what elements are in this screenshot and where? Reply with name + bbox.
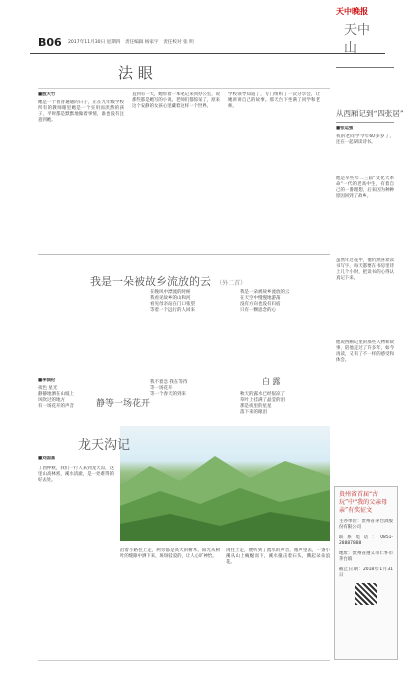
page-code: B06 <box>38 36 62 49</box>
mid-poem-title: 静等一场花开 <box>96 399 151 409</box>
ad-line-3: 地址：贵州省遵义市仁怀市茅台镇 <box>339 551 393 562</box>
column-title: 天中山 <box>344 23 371 56</box>
right-p4: 他说西厢记里的那些人物和故事，陪他走过了许多年，如今再读，又有了不一样的感受和体会。 <box>336 340 394 363</box>
article-title: 龙天沟记 <box>78 438 131 453</box>
poem-block-1: 在晚风中漂流的时候 我看见故乡的山和河 看见母亲站在门口张望 等着一个远行的人回来 <box>150 290 195 313</box>
ad-line-2: 联系电话：0851-28887888 <box>339 535 393 546</box>
poem-headline: 我是一朵被故乡流放的云 （外二首） <box>90 275 247 288</box>
ad-line-1: 主办单位：贵州省茅台酒股份有限公司 <box>339 519 393 530</box>
bottom-p3: 再往上走，便听到了流水的声音，循声望去，一条小溪从山上蜿蜒而下，溪水撞击着石头，溅起朵朵浪花。 <box>226 548 330 565</box>
right-headline: 从西厢记到“四张居” <box>336 109 404 118</box>
right-p3: 虽然年过花甲，他仍然喜欢读书写字，每天都要在书房里待上几个小时，把读书的心得认真记下来。 <box>336 258 394 281</box>
mid-left-author: ■李润伦 <box>38 378 56 383</box>
ad-box <box>334 486 398 660</box>
right-p2: 他是早些年二三届“文化大革命”一代的老高中生，有着自己的一番理想，后来因为种种原因回到了故乡。 <box>336 176 394 199</box>
mid-right-poem: 我不着急 我在等待 等一场花开 等一个春天的到来 <box>150 380 188 397</box>
ad-title: 贵州省首届“古玩”中“我的父亲母亲”有奖征文 <box>339 491 388 514</box>
bottom-p2: 沿着小路往上走，两旁都是高大的树木，阳光从树叶的缝隙中洒下来，斑斑驳驳的，让人心旷神怡。 <box>120 548 220 559</box>
poem-block-2: 我是一朵被故乡流放的云 在天空中慢慢地游荡 没有方向也没有归宿 只有一颗思念的心 <box>240 290 290 313</box>
brand-logo <box>336 6 396 20</box>
section-title: 法 眼 <box>118 64 153 82</box>
left-author: ■殷天竹 <box>38 92 56 97</box>
poem3-title: 白 露 <box>262 377 281 386</box>
right-p1: 我的老同学今年60多岁了，还在一起研读诗书。 <box>336 134 394 145</box>
qr-code <box>355 583 377 605</box>
poem-block-3: 秋天的露水已经很凉了 草叶上挂满了晶莹的泪 那是夜里的星星 落下来的眼泪 <box>240 392 285 415</box>
left-article-p2: 直到有一天，她带着一本笔记来到办公室，说那些都是她写的小说。老师们都惊呆了，原来这个安静的女孩心里藏着这样一个世界。 <box>132 92 220 109</box>
right-author: ■张运强 <box>336 126 354 131</box>
left-article-p3: 学校领导知道了，专门组织了一次分享会，让她讲讲自己的故事。那天台下坐满了同学和老师。 <box>228 92 320 109</box>
mid-left-poem: 夜色 星光 静静地洒在山坡上 风吹过的地方 有一场花开的声音 <box>38 386 74 409</box>
brand-text: 天中晚报 <box>336 6 368 16</box>
left-article-p1: 她是一个普普通通的日子，正在九年级学校所有的教师眼里她是一个实用而淡然的孩子，平时都是默默地做着事情，谁也没有注意到她。 <box>38 100 124 123</box>
landscape-photo <box>120 426 330 541</box>
bottom-author: ■刘国富 <box>38 456 56 461</box>
bottom-p1: 丁酉仲秋，我们一行人来到龙天沟，这里山高林密，溪水清澈，是一处难得的好去处。 <box>38 466 114 483</box>
ad-line-4: 截止日期：2018年1月31日 <box>339 567 393 578</box>
date-line: 2017年11月30日 星期四 责任编辑 杨家宇 责任校对 张 明 <box>68 40 194 45</box>
mountain-illustration <box>120 426 330 541</box>
